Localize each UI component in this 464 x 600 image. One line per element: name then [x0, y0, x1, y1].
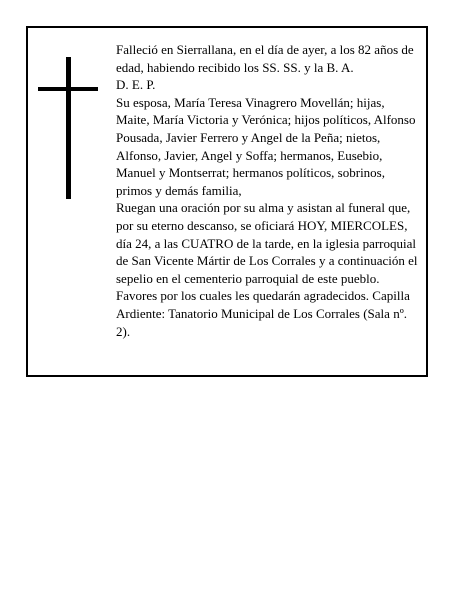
cross-crossbar — [38, 87, 98, 91]
death-announcement: Falleció en Sierrallana, en el día de ayer, a los 82 años de edad, habiendo recibido los SS. SS. y la B. A. — [116, 42, 414, 75]
rip-line: D. E. P. — [116, 77, 156, 93]
funeral-details: Ruegan una oración por su alma y asistan al funeral que, por su eterno descanso, se oficiará HOY, MIERCOLES, día 24, a las CUATRO de la tarde, en la iglesia parroquial de San Vicente Mártir de Los Corrales y a continuación el sepelio en el cementerio parroquial de este pueblo. Favores por los cuales les quedarán agradecidos. Capilla Ardiente: Tanatorio Municipal de Los Corrales (Sala nº. 2). — [116, 200, 418, 339]
cross-upright — [66, 57, 71, 199]
latin-cross-icon — [38, 57, 98, 199]
family-list: Su esposa, María Teresa Vinagrero Movellán; hijas, Maite, María Victoria y Verónica; hijos políticos, Alfonso Pousada, Javier Ferrero y Angel de la Peña; nietos, Alfonso, Javier, Angel y Soffa; hermanos, Eusebio, Manuel y Montserrat; hermanos políticos, sobrinos, primos y demás familia, — [116, 94, 416, 198]
obituary-notice — [26, 26, 428, 377]
obituary-text — [116, 41, 420, 340]
